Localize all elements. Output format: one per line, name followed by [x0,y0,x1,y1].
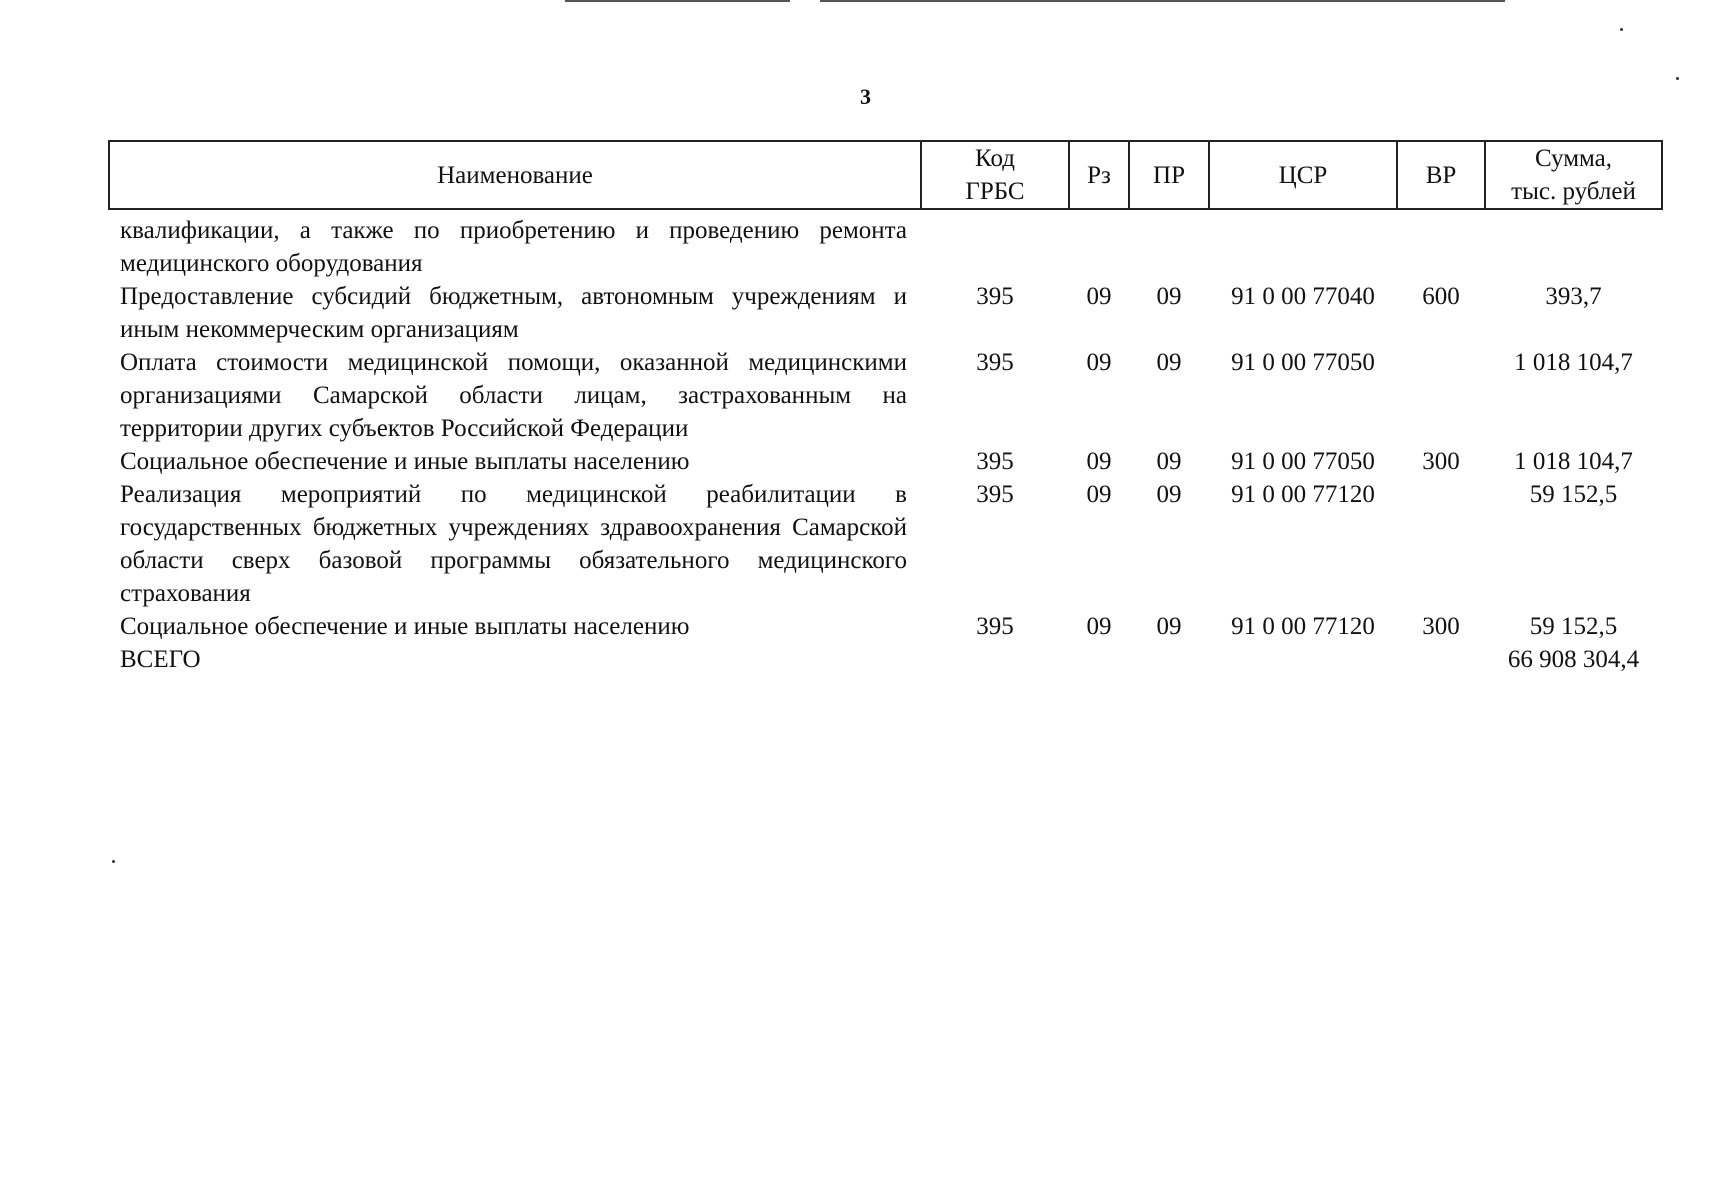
row-rz: 09 [1086,613,1112,640]
row-rz [1069,209,1129,280]
row-sum: 1 018 104,7 [1514,448,1633,475]
row-csr: 91 0 00 77040 [1231,283,1375,310]
row-pr: 09 [1156,448,1182,475]
row-grbs: 395 [976,283,1014,310]
row-csr: 91 0 00 77120 [1231,481,1375,508]
row-pr: 09 [1156,349,1182,376]
row-vr [1397,643,1485,676]
budget-table [108,140,1663,676]
row-pr: 09 [1156,283,1182,310]
scan-edge-line-right [820,0,1505,2]
row-pr: 09 [1156,481,1182,508]
row-rz: 09 [1086,448,1112,475]
table-row [109,346,1662,445]
row-csr [1209,209,1397,280]
header-rz: Рз [1069,141,1129,209]
table-row [109,478,1662,610]
header-grbs-line2: ГРБС [965,178,1025,205]
row-vr: 600 [1422,283,1460,310]
header-sum-line2: тыс. рублей [1511,178,1636,205]
row-rz [1069,643,1129,676]
row-name: Оплата стоимости медицинской помощи, оказанной медицинскими организациями Самарской области лицам, застрахованным на территории других субъектов Российской Федерации [120,349,907,442]
row-name: квалификации, а также по приобретению и проведению ремонта медицинского оборудования [120,217,907,277]
row-grbs: 395 [976,349,1014,376]
row-rz: 09 [1086,283,1112,310]
scan-speck [1676,77,1679,80]
row-grbs: 395 [976,481,1014,508]
row-sum: 393,7 [1545,283,1602,310]
header-sum [1485,141,1662,209]
table-row [109,610,1662,643]
row-sum: 1 018 104,7 [1514,349,1633,376]
row-pr [1129,643,1209,676]
row-sum [1485,209,1662,280]
header-grbs [921,141,1069,209]
row-name: ВСЕГО [120,646,201,673]
page-number: 3 [860,84,871,109]
scan-edge-line-left [565,0,790,2]
row-name: Социальное обеспечение и иные выплаты населению [120,613,690,640]
row-vr [1397,346,1485,445]
row-vr [1397,478,1485,610]
table-row [109,209,1662,280]
row-sum: 59 152,5 [1529,481,1618,508]
table-header-row [109,141,1662,209]
header-name: Наименование [109,141,921,209]
row-pr: 09 [1156,613,1182,640]
row-vr [1397,209,1485,280]
row-vr: 300 [1422,448,1460,475]
row-grbs [921,643,1069,676]
header-sum-line1: Сумма, [1534,145,1613,172]
row-name: Реализация мероприятий по медицинской реабилитации в государственных бюджетных учреждениях здравоохранения Самарской области сверх базовой программы обязательного медицинского страхования [120,481,907,607]
header-pr: ПР [1129,141,1209,209]
row-rz: 09 [1086,481,1112,508]
row-csr [1209,643,1397,676]
header-csr: ЦСР [1209,141,1397,209]
row-rz: 09 [1086,349,1112,376]
table-row [109,445,1662,478]
table-row-total [109,643,1662,676]
header-grbs-line1: Код [975,145,1015,172]
row-sum: 59 152,5 [1529,613,1618,640]
row-grbs [921,209,1069,280]
row-sum: 66 908 304,4 [1507,646,1640,673]
table-row [109,280,1662,346]
row-grbs: 395 [976,448,1014,475]
header-vr: ВР [1397,141,1485,209]
row-name: Социальное обеспечение и иные выплаты населению [120,448,690,475]
row-csr: 91 0 00 77050 [1231,349,1375,376]
scan-speck [112,860,115,863]
scan-speck [1620,28,1623,31]
row-vr: 300 [1422,613,1460,640]
row-name: Предоставление субсидий бюджетным, автономным учреждениям и иным некоммерческим организациям [120,283,907,343]
row-csr: 91 0 00 77120 [1231,613,1375,640]
row-grbs: 395 [976,613,1014,640]
row-csr: 91 0 00 77050 [1231,448,1375,475]
row-pr [1129,209,1209,280]
